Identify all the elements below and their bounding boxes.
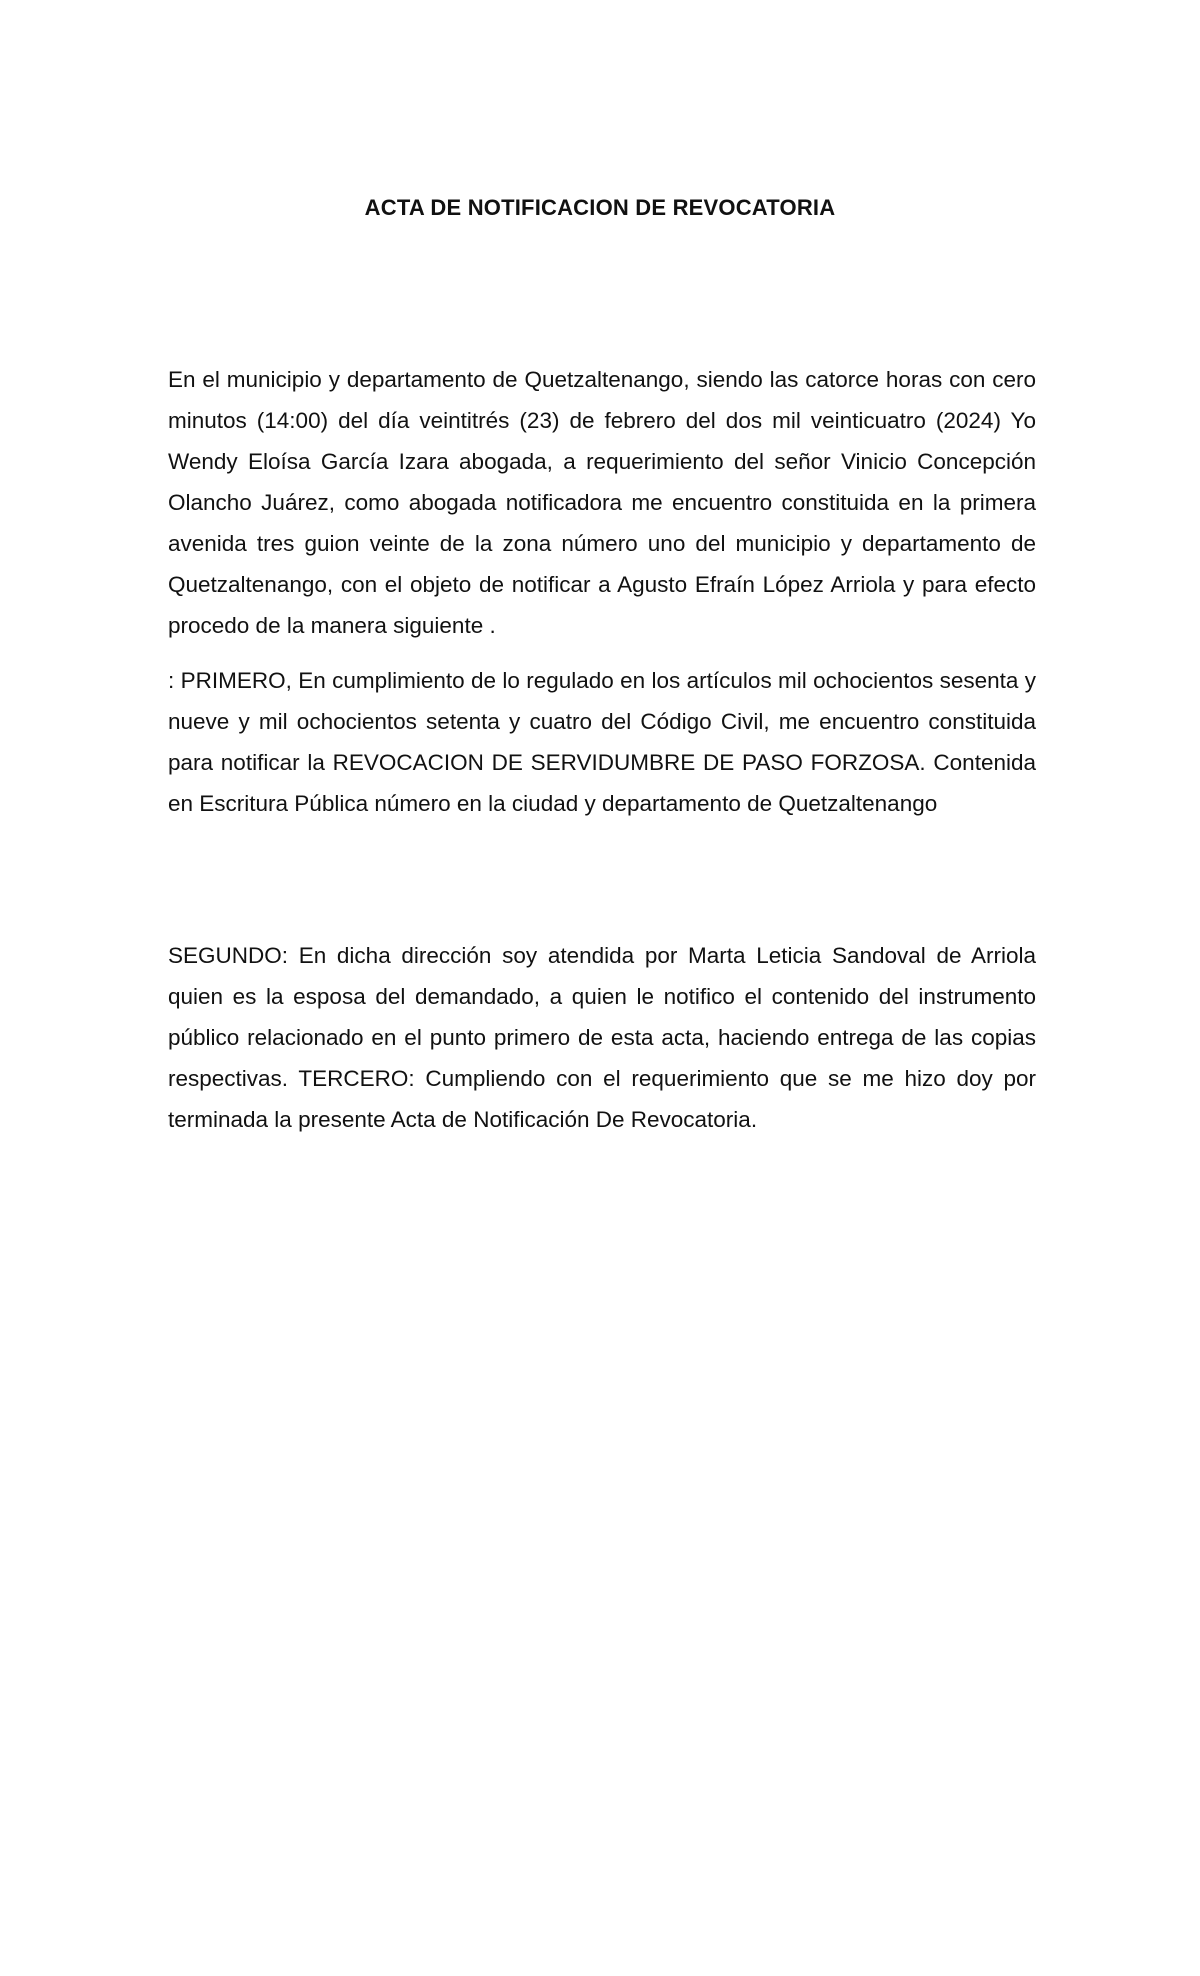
paragraph-primero: : PRIMERO, En cumplimiento de lo regulado en los artículos mil ochocientos sesenta y nueve y mil ochocientos setenta y cuatro del Código Civil, me encuentro constituida para notificar la REVOCACION DE SERVIDUMBRE DE PASO FORZOSA. Contenida en Escritura Pública número en la ciudad y departamento de Quetzaltenango xyxy=(168,668,1036,816)
document-title: ACTA DE NOTIFICACION DE REVOCATORIA xyxy=(364,195,836,220)
paragraph-segundo: SEGUNDO: En dicha dirección soy atendida por Marta Leticia Sandoval de Arriola quien es la esposa del demandado, a quien le notifico el contenido del instrumento público relacionado en el punto primero de esta acta, haciendo entrega de las copias respectivas. TERCERO: Cumpliendo con el requerimiento que se me hizo doy por terminada la presente Acta de Notificación De Revocatoria. xyxy=(168,943,1036,1132)
paragraph-intro: En el municipio y departamento de Quetzaltenango, siendo las catorce horas con cero minutos (14:00) del día veintitrés (23) de febrero del dos mil veinticuatro (2024) Yo Wendy Eloísa García Izara abogada, a requerimiento del señor Vinicio Concepción Olancho Juárez, como abogada notificadora me encuentro constituida en la primera avenida tres guion veinte de la zona número uno del municipio y departamento de Quetzaltenango, con el objeto de notificar a Agusto Efraín López Arriola y para efecto procedo de la manera siguiente . xyxy=(168,367,1036,638)
